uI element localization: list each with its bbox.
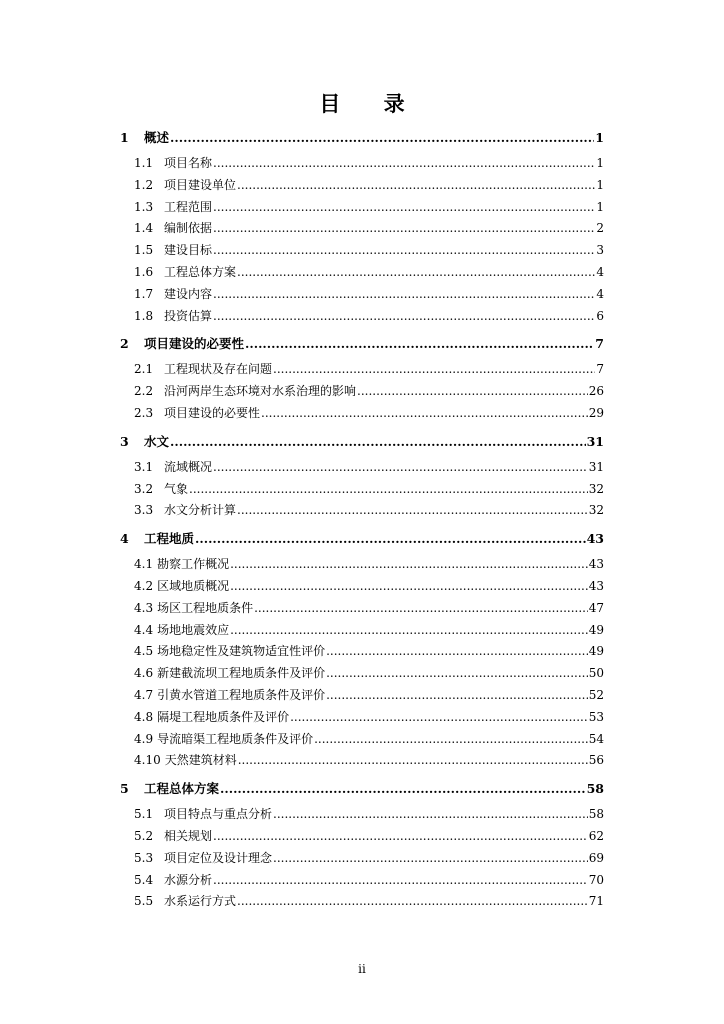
toc-entry-label xyxy=(134,664,325,681)
toc-entry-title: 气象 xyxy=(164,481,189,496)
toc-entry-number: 4.2 xyxy=(134,578,154,593)
dot-leader xyxy=(195,531,586,546)
toc-entry-label xyxy=(134,849,272,866)
toc-section-entry[interactable] xyxy=(120,555,604,577)
dot-leader xyxy=(237,178,595,192)
toc-entry-page: 53 xyxy=(588,709,604,724)
toc-entry-title: 编制依据 xyxy=(164,221,213,236)
toc-section-entry[interactable] xyxy=(120,382,604,404)
dot-leader xyxy=(213,287,595,301)
toc-section-entry[interactable] xyxy=(120,241,604,263)
toc-section-entry[interactable] xyxy=(120,360,604,382)
toc-entry-number: 2.3 xyxy=(134,405,154,420)
dot-leader xyxy=(230,579,588,593)
toc-section-entry[interactable] xyxy=(120,871,604,893)
dot-leader xyxy=(230,557,588,571)
dot-leader xyxy=(326,666,588,680)
toc-chapter-entry[interactable] xyxy=(120,334,604,352)
toc-entry-title: 隔堤工程地质条件及评价 xyxy=(157,709,290,724)
toc-entry-page: 6 xyxy=(596,308,604,323)
toc-entry-page: 43 xyxy=(586,531,604,547)
toc-entry-label xyxy=(134,382,356,399)
toc-entry-label xyxy=(134,154,212,171)
toc-section-entry[interactable] xyxy=(120,307,604,329)
toc-entry-number: 5.1 xyxy=(134,807,154,822)
toc-entry-label xyxy=(120,334,244,352)
toc-section-entry[interactable] xyxy=(120,730,604,752)
toc-entry-number: 3.1 xyxy=(134,459,154,474)
toc-entry-page: 32 xyxy=(588,481,604,496)
toc-entry-page: 58 xyxy=(586,781,604,797)
toc-entry-title: 项目定位及设计理念 xyxy=(164,850,273,865)
toc-entry-number: 1.8 xyxy=(134,308,154,323)
toc-entry-title: 建设目标 xyxy=(164,243,213,258)
toc-entry-number: 5.3 xyxy=(134,850,154,865)
toc-entry-number: 1.7 xyxy=(134,286,154,301)
toc-entry-number: 3 xyxy=(120,433,129,449)
toc-entry-label xyxy=(134,871,212,888)
toc-entry-label xyxy=(120,529,194,547)
toc-entry-page: 7 xyxy=(596,362,604,377)
toc-entry-title: 引黄水管道工程地质条件及评价 xyxy=(157,687,326,702)
toc-entry-title: 沿河两岸生态环境对水系治理的影响 xyxy=(164,384,357,399)
dot-leader xyxy=(254,601,588,615)
dot-leader xyxy=(213,243,595,257)
toc-entry-title: 项目建设的必要性 xyxy=(144,336,245,352)
toc-entry-label xyxy=(134,805,272,822)
toc-entry-page: 1 xyxy=(596,177,604,192)
toc-entry-number: 5.2 xyxy=(134,828,154,843)
toc-section-entry[interactable] xyxy=(120,849,604,871)
toc-entry-page: 3 xyxy=(596,243,604,258)
toc-entry-title: 流域概况 xyxy=(164,459,213,474)
toc-section-entry[interactable] xyxy=(120,219,604,241)
toc-section-entry[interactable] xyxy=(120,708,604,730)
toc-entry-label xyxy=(134,555,229,572)
toc-entry-title: 项目建设的必要性 xyxy=(164,405,261,420)
toc-section-entry[interactable] xyxy=(120,827,604,849)
toc-entry-label xyxy=(134,176,236,193)
toc-section-entry[interactable] xyxy=(120,263,604,285)
dot-leader xyxy=(314,732,588,746)
toc-section-entry[interactable] xyxy=(120,751,604,773)
toc-entry-page: 4 xyxy=(596,286,604,301)
toc-section-entry[interactable] xyxy=(120,599,604,621)
toc-entry-number: 1 xyxy=(120,130,129,145)
toc-entry-title: 项目特点与重点分析 xyxy=(164,807,273,822)
dot-leader xyxy=(273,807,588,821)
toc-entry-number: 5.5 xyxy=(134,894,154,909)
toc-entry-number: 3.3 xyxy=(134,503,154,518)
dot-leader xyxy=(273,362,595,376)
toc-entry-number: 4.8 xyxy=(134,709,154,724)
toc-entry-number: 2.1 xyxy=(134,362,154,377)
toc-entry-page: 29 xyxy=(588,405,604,420)
toc-entry-page: 58 xyxy=(588,807,604,822)
toc-entry-title: 导流暗渠工程地质条件及评价 xyxy=(157,731,314,746)
toc-entry-label xyxy=(120,128,169,146)
toc-entry-title: 场地稳定性及建筑物适宜性评价 xyxy=(157,644,326,659)
toc-entry-title: 新建截流坝工程地质条件及评价 xyxy=(157,666,326,681)
toc-entry-title: 场地地震效应 xyxy=(157,622,230,637)
toc-entry-title: 水文分析计算 xyxy=(164,503,237,518)
toc-entry-page: 52 xyxy=(588,687,604,702)
toc-entry-title: 场区工程地质条件 xyxy=(157,600,254,615)
toc-section-entry[interactable] xyxy=(120,501,604,523)
dot-leader xyxy=(213,829,588,843)
toc-entry-page: 43 xyxy=(588,578,604,593)
toc-section-entry[interactable] xyxy=(120,642,604,664)
toc-entry-number: 4.4 xyxy=(134,622,154,637)
toc-entry-page: 71 xyxy=(588,894,604,909)
toc-entry-number: 5 xyxy=(120,781,129,797)
toc-entry-number: 4.3 xyxy=(134,600,154,615)
dot-leader xyxy=(237,503,588,517)
dot-leader xyxy=(273,851,588,865)
toc-entry-title: 投资估算 xyxy=(164,308,213,323)
toc-entry-number: 1.1 xyxy=(134,156,154,170)
dot-leader xyxy=(245,336,594,351)
toc-section-entry[interactable] xyxy=(120,621,604,643)
toc-entry-title: 相关规划 xyxy=(164,828,213,843)
toc-entry-label xyxy=(134,263,236,280)
toc-entry-label xyxy=(134,458,212,475)
toc-entry-number: 4.6 xyxy=(134,666,154,681)
dot-leader xyxy=(213,309,595,323)
toc-entry-title: 建设内容 xyxy=(164,286,213,301)
toc-entry-title: 工程总体方案 xyxy=(144,781,220,797)
toc-entry-label xyxy=(120,432,169,450)
toc-section-entry[interactable] xyxy=(120,285,604,307)
toc-entry-number: 2 xyxy=(120,336,129,352)
toc-entry-page: 4 xyxy=(596,264,604,279)
toc-entry-number: 1.6 xyxy=(134,264,154,279)
toc-entry-number: 4.10 xyxy=(134,753,161,768)
toc-section-entry[interactable] xyxy=(120,458,604,480)
toc-entry-number: 1.5 xyxy=(134,243,154,258)
dot-leader xyxy=(213,873,588,887)
dot-leader xyxy=(213,460,588,474)
toc-section-entry[interactable] xyxy=(120,480,604,502)
toc-entry-page: 49 xyxy=(588,622,604,637)
dot-leader xyxy=(261,406,588,420)
toc-section-entry[interactable] xyxy=(120,577,604,599)
dot-leader xyxy=(213,221,595,235)
toc-entry-title: 水系运行方式 xyxy=(164,894,237,909)
dot-leader xyxy=(290,710,588,724)
toc-entry-title: 区域地质概况 xyxy=(157,578,230,593)
page-title: 目 录 xyxy=(319,91,423,116)
toc-entry-page: 1 xyxy=(595,130,604,145)
toc-entry-page: 31 xyxy=(588,459,604,474)
page-number: ii xyxy=(358,962,366,976)
toc-entry-label xyxy=(134,480,188,497)
toc-section-entry[interactable] xyxy=(120,805,604,827)
dot-leader xyxy=(230,623,588,637)
toc-entry-page: 69 xyxy=(588,850,604,865)
toc-entry-page: 32 xyxy=(588,503,604,518)
toc-entry-title: 水源分析 xyxy=(164,872,213,887)
toc-entry-page: 47 xyxy=(588,600,604,615)
toc-section-entry[interactable] xyxy=(120,154,604,176)
dot-leader xyxy=(237,894,588,908)
dot-leader xyxy=(220,781,586,796)
toc-entry-label xyxy=(134,219,212,236)
toc-entry-page: 54 xyxy=(588,731,604,746)
toc-entry-title: 天然建筑材料 xyxy=(164,753,237,768)
toc-chapter-entry[interactable] xyxy=(120,529,604,547)
toc-entry-label xyxy=(134,241,212,258)
toc-entry-label xyxy=(134,686,325,703)
toc-entry-page: 2 xyxy=(596,221,604,236)
toc-section-entry[interactable] xyxy=(120,892,604,914)
toc-entry-title: 项目名称 xyxy=(164,156,213,170)
toc-entry-label xyxy=(134,577,229,594)
toc-entry-page: 43 xyxy=(588,557,604,572)
toc-chapter-entry[interactable] xyxy=(120,128,604,146)
toc-entry-number: 2.2 xyxy=(134,384,154,399)
toc-entry-label xyxy=(134,827,212,844)
toc-entry-page: 31 xyxy=(586,433,604,449)
toc-entry-number: 4.1 xyxy=(134,557,154,572)
toc-entry-label xyxy=(134,307,212,324)
toc-entry-label xyxy=(134,198,212,215)
table-of-contents xyxy=(120,122,604,914)
toc-entry-page: 1 xyxy=(596,199,604,214)
toc-entry-title: 工程总体方案 xyxy=(164,264,237,279)
toc-entry-label xyxy=(134,621,229,638)
toc-chapter-entry[interactable] xyxy=(120,779,604,797)
toc-entry-label xyxy=(134,730,313,747)
toc-entry-label xyxy=(134,642,325,659)
toc-entry-number: 4.5 xyxy=(134,644,154,659)
toc-section-entry[interactable] xyxy=(120,198,604,220)
dot-leader xyxy=(326,688,588,702)
toc-chapter-entry[interactable] xyxy=(120,432,604,450)
toc-entry-label xyxy=(134,599,253,616)
toc-entry-label xyxy=(134,501,236,518)
toc-entry-label xyxy=(134,708,289,725)
toc-entry-page: 49 xyxy=(588,644,604,659)
toc-entry-number: 4 xyxy=(120,531,129,547)
dot-leader xyxy=(213,156,595,170)
toc-entry-title: 水文 xyxy=(144,433,170,449)
dot-leader xyxy=(237,265,595,279)
toc-entry-page: 70 xyxy=(588,872,604,887)
toc-entry-title: 工程地质 xyxy=(144,531,195,547)
toc-entry-label xyxy=(134,360,272,377)
dot-leader xyxy=(189,482,588,496)
toc-entry-number: 1.4 xyxy=(134,221,154,236)
dot-leader xyxy=(170,434,586,449)
toc-entry-page: 1 xyxy=(596,156,604,170)
toc-entry-label xyxy=(134,892,236,909)
dot-leader xyxy=(170,130,594,145)
toc-entry-label xyxy=(120,779,219,797)
toc-entry-number: 4.9 xyxy=(134,731,154,746)
toc-entry-page: 26 xyxy=(588,384,604,399)
dot-leader xyxy=(326,644,588,658)
toc-entry-label xyxy=(134,404,260,421)
toc-entry-number: 1.3 xyxy=(134,199,154,214)
toc-entry-title: 工程现状及存在问题 xyxy=(164,362,273,377)
toc-entry-number: 5.4 xyxy=(134,872,154,887)
toc-entry-page: 50 xyxy=(588,666,604,681)
toc-entry-title: 概述 xyxy=(144,130,170,145)
dot-leader xyxy=(238,753,588,767)
toc-entry-number: 4.7 xyxy=(134,687,154,702)
toc-entry-page: 62 xyxy=(588,828,604,843)
toc-entry-page: 56 xyxy=(588,753,604,768)
dot-leader xyxy=(357,384,588,398)
toc-entry-title: 勘察工作概况 xyxy=(157,557,230,572)
toc-entry-number: 3.2 xyxy=(134,481,154,496)
toc-entry-label xyxy=(134,285,212,302)
toc-entry-title: 工程范围 xyxy=(164,199,213,214)
toc-entry-label xyxy=(134,751,237,768)
toc-entry-title: 项目建设单位 xyxy=(164,177,237,192)
dot-leader xyxy=(213,200,595,214)
toc-entry-page: 7 xyxy=(595,336,604,352)
toc-section-entry[interactable] xyxy=(120,664,604,686)
toc-entry-number: 1.2 xyxy=(134,177,154,192)
toc-section-entry[interactable] xyxy=(120,686,604,708)
toc-section-entry[interactable] xyxy=(120,176,604,198)
toc-section-entry[interactable] xyxy=(120,404,604,426)
